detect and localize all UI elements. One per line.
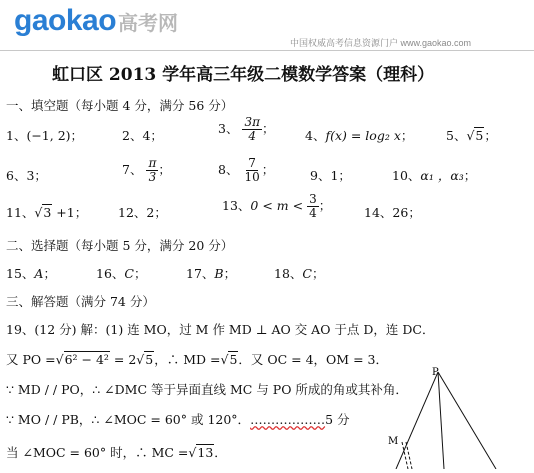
site-slogan: 中国权威高考信息资源门户 www.gaokao.com (290, 38, 472, 48)
cone-axis (438, 372, 444, 469)
cone-dashed-segment (402, 442, 408, 469)
answer-num: 13、 (222, 198, 251, 213)
score-dots: ……………… (250, 412, 326, 427)
answer-num: 10、 (392, 168, 421, 183)
answer-num: 15、 (6, 266, 35, 281)
site-logo[interactable] (14, 4, 178, 38)
answer-end: ； (318, 198, 332, 213)
answer-3 (218, 116, 274, 143)
fraction-denominator: 4 (309, 206, 317, 220)
answer-value: (−1, 2) (26, 128, 71, 143)
answer-7 (122, 157, 171, 184)
answer-end: ； (70, 128, 84, 143)
answer-value: C (302, 266, 312, 281)
answer-end: ； (133, 266, 147, 281)
solution-text: 又 PO = (6, 352, 56, 367)
answer-value: f(x) = log₂ x (325, 128, 401, 143)
solution-text: ，∴ MD = (154, 352, 221, 367)
answer-value: 2 (146, 205, 155, 220)
answer-9 (310, 166, 351, 184)
answer-value: 4 (142, 128, 151, 143)
answer-value: B (214, 266, 224, 281)
solution-line-4 (6, 410, 350, 428)
answer-16 (96, 264, 147, 282)
fraction (242, 157, 261, 184)
answer-num: 1、 (6, 128, 27, 143)
answer-6 (6, 166, 47, 184)
answer-value: 26 (392, 205, 409, 220)
fraction-numerator: 3π (244, 115, 260, 129)
answer-15 (6, 264, 56, 282)
answer-num: 5、 (446, 128, 467, 143)
cone-dashed-segment (406, 442, 412, 469)
answer-value: C (124, 266, 134, 281)
fraction-numerator: 7 (248, 156, 256, 170)
fraction (242, 116, 262, 143)
solution-line-3: ∵ MD / / PO，∴ ∠DMC 等于异面直线 MC 与 PO 所成的角或其补角． (6, 382, 408, 397)
answer-end: ； (150, 128, 163, 143)
radicand: 3 (43, 205, 52, 220)
answer-end: ； (484, 128, 497, 143)
radicand: 5 (145, 352, 154, 367)
answer-num: 7、 (122, 162, 143, 177)
answer-8 (218, 157, 274, 184)
answer-num: 14、 (364, 205, 393, 220)
solution-text: ∵ MO / / PB，∴ ∠MOC = 60° 或 120°． (6, 412, 251, 427)
answer-4 (305, 126, 413, 144)
answer-value: 3 (26, 168, 35, 183)
answer-end: ； (408, 205, 421, 220)
answer-num: 17、 (186, 266, 215, 281)
logo-text-cn: 高考网 (118, 13, 179, 35)
cone-figure (382, 362, 532, 473)
fraction-denominator: 10 (244, 170, 260, 184)
answer-end: ； (400, 128, 414, 143)
section-choice-heading: 二、选择题（每小题 5 分，满分 20 分） (6, 238, 234, 253)
score-label: 5 分 (325, 412, 350, 427)
solution-text: ． (214, 445, 227, 460)
document-title: 虹口区 2013 学年高三年级二模数学答案（理科） (52, 65, 435, 85)
answer-value: A (34, 266, 44, 281)
answer-end: ； (158, 162, 171, 177)
answer-5: 5、√5； (446, 128, 497, 143)
section-fill-heading: 一、填空题（每小题 4 分，满分 56 分） (6, 98, 234, 113)
solution-line-5: 当 ∠MOC = 60° 时，∴ MC =√13． (6, 445, 227, 460)
solution-line-1: 19、(12 分) 解：(1) 连 MO，过 M 作 MD ⊥ AO 交 AO 于点 D，连 DC． (6, 322, 435, 337)
answer-num: 16、 (96, 266, 125, 281)
answer-13 (222, 193, 331, 220)
answer-end: ； (223, 266, 237, 281)
answer-17 (186, 264, 236, 282)
answer-end: ； (311, 266, 325, 281)
answer-num: 3、 (218, 121, 239, 136)
answer-18 (274, 264, 325, 282)
cone-edge-right (438, 372, 496, 469)
answer-num: 2、 (122, 128, 143, 143)
answer-end: ； (338, 168, 351, 183)
answer-end: ； (74, 205, 88, 220)
answer-12 (118, 203, 167, 221)
answer-end: ； (261, 162, 275, 177)
radicand: 5 (229, 352, 238, 367)
radicand: 13 (197, 445, 214, 460)
solution-line-2: 又 PO =√6² − 4² = 2√5，∴ MD =√5．又 OC = 4，OM = 3． (6, 352, 388, 367)
answer-value: 1 (330, 168, 339, 183)
point-label-m: M (388, 436, 399, 447)
fraction-denominator: 3 (148, 170, 157, 184)
fraction-numerator: π (148, 156, 157, 170)
answer-num: 6、 (6, 168, 27, 183)
answer-num: 4、 (305, 128, 326, 143)
answer-value: 0 < m < (250, 198, 304, 213)
answer-tail: +1 (52, 205, 75, 220)
fraction (307, 193, 319, 220)
header-divider (0, 50, 534, 51)
solution-text: ．又 OC = 4，OM = 3． (238, 352, 388, 367)
logo-text-en: gaokao (14, 4, 117, 37)
answer-end: ； (34, 168, 47, 183)
fraction (146, 157, 158, 184)
cone-edge-left (396, 372, 438, 469)
answer-1 (6, 126, 83, 144)
answer-end: ； (43, 266, 56, 281)
radicand: 6² − 4² (64, 352, 109, 367)
answer-end: ； (463, 168, 477, 183)
radicand: 5 (475, 128, 484, 143)
solution-text: = 2 (109, 352, 137, 367)
vertex-label-p: P (432, 367, 439, 378)
solution-text: 当 ∠MOC = 60° 时，∴ MC = (6, 445, 189, 460)
answer-num: 12、 (118, 205, 147, 220)
answer-11: 11、√3 +1； (6, 205, 88, 220)
answer-num: 8、 (218, 162, 239, 177)
fraction-denominator: 4 (248, 129, 257, 143)
cone-diagram (382, 362, 532, 469)
answer-end: ； (261, 121, 275, 136)
answer-num: 9、 (310, 168, 331, 183)
answer-10 (392, 166, 476, 184)
answer-num: 18、 (274, 266, 303, 281)
section-solve-heading: 三、解答题（满分 74 分） (6, 294, 155, 309)
answer-num: 11、 (6, 205, 35, 220)
answer-end: ； (154, 205, 167, 220)
fraction-numerator: 3 (309, 192, 317, 206)
answer-14 (364, 203, 421, 221)
answer-value: α₁ ，α₃ (420, 168, 464, 183)
answer-2 (122, 126, 163, 144)
